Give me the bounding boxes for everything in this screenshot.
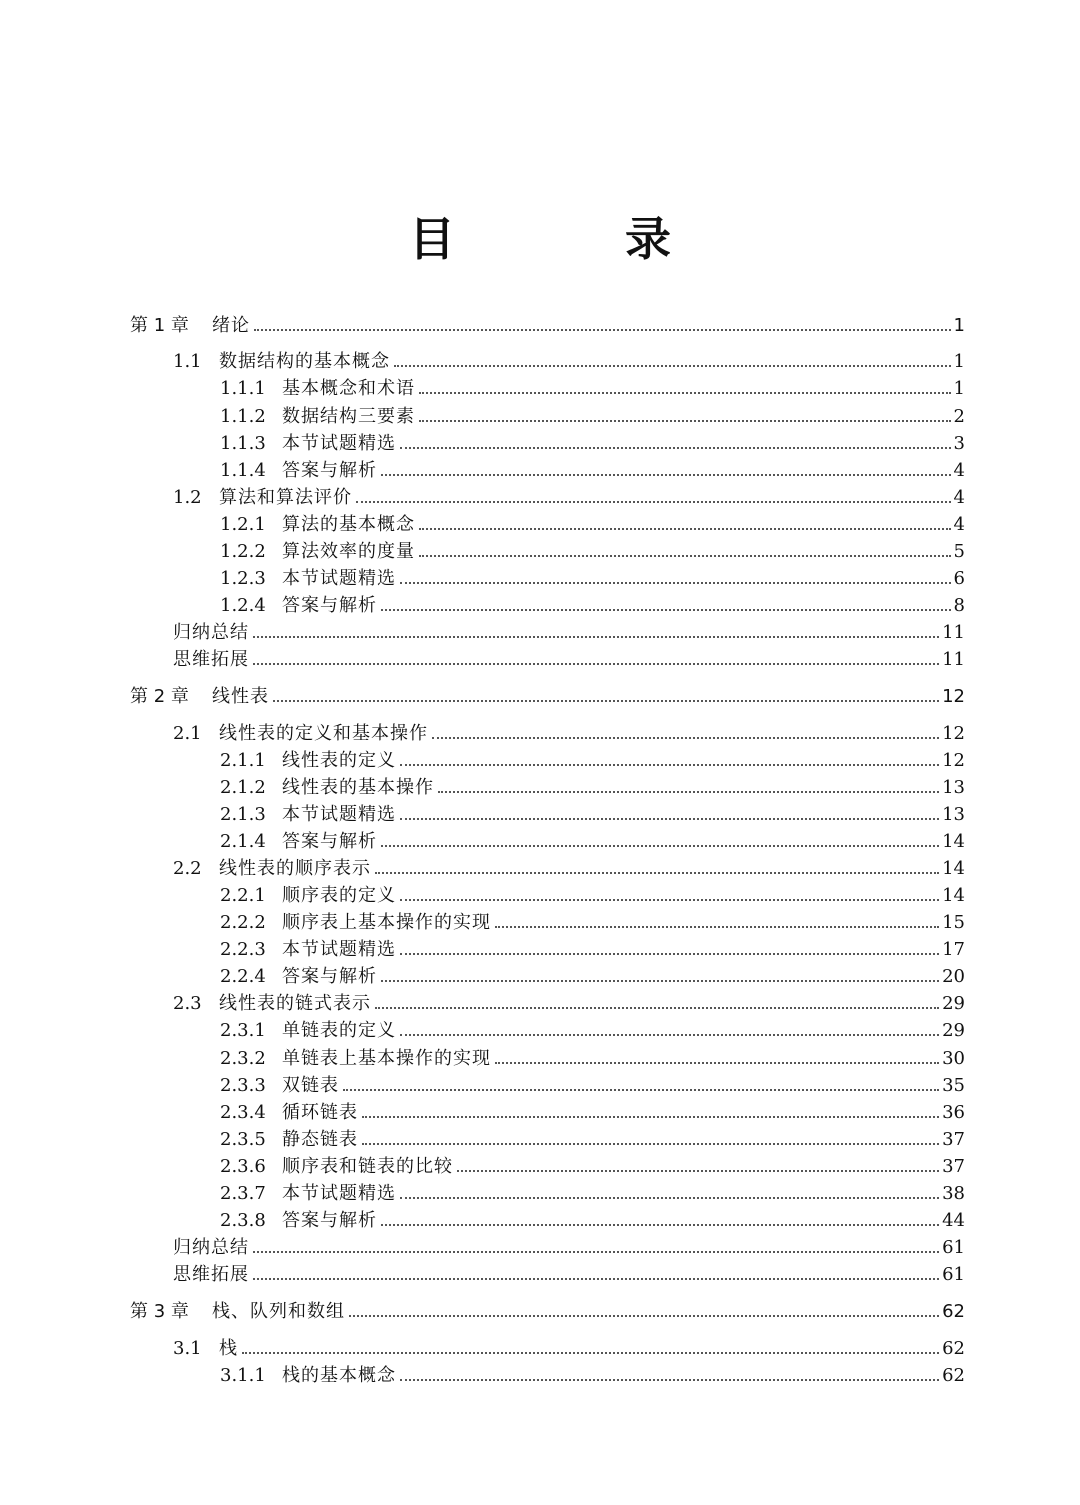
toc-entry-subsection[interactable] xyxy=(220,828,965,855)
toc-entry-title: 绪论 xyxy=(212,315,250,336)
dot-leader xyxy=(400,1034,939,1036)
toc-entry-page-number: 14 xyxy=(942,858,965,879)
toc-entry-title: 线性表的定义 xyxy=(282,750,396,771)
dot-leader xyxy=(495,1062,939,1064)
toc-entry-page-number: 44 xyxy=(942,1210,965,1231)
toc-entry-page-number: 8 xyxy=(953,595,965,616)
toc-entry-number: 1.1.1 xyxy=(220,378,266,399)
toc-entry-title: 循环链表 xyxy=(282,1102,358,1123)
dot-leader xyxy=(419,528,951,530)
toc-entry-title: 答案与解析 xyxy=(282,831,377,852)
dot-leader xyxy=(381,1224,939,1226)
toc-entry-subsection[interactable] xyxy=(220,430,965,457)
dot-leader xyxy=(254,329,951,331)
toc-entry-title: 思维拓展 xyxy=(173,1264,249,1285)
toc-entry-page-number: 1 xyxy=(953,378,965,399)
dot-leader xyxy=(419,392,951,394)
toc-entry-number: 2.2.4 xyxy=(220,966,266,987)
toc-entry-page-number: 12 xyxy=(942,723,965,744)
toc-entry-page-number: 62 xyxy=(942,1365,965,1386)
toc-entry-title: 本节试题精选 xyxy=(282,1183,396,1204)
toc-entry-page-number: 36 xyxy=(942,1102,965,1123)
toc-entry-subsection[interactable] xyxy=(220,801,965,828)
toc-entry-subsection[interactable] xyxy=(220,457,965,484)
toc-entry-title: 单链表上基本操作的实现 xyxy=(282,1048,491,1069)
toc-entry-subsection[interactable] xyxy=(220,1153,965,1180)
toc-entry-subsection[interactable] xyxy=(220,936,965,963)
toc-entry-subsection[interactable] xyxy=(220,565,965,592)
toc-entry-subsection[interactable] xyxy=(220,375,965,402)
dot-leader xyxy=(253,1278,939,1280)
dot-leader xyxy=(242,1352,939,1354)
dot-leader xyxy=(253,636,939,638)
toc-entry-page-number: 1 xyxy=(953,315,965,336)
toc-entry-subsection[interactable] xyxy=(220,774,965,801)
dot-leader xyxy=(400,764,939,766)
toc-entry-page-number: 11 xyxy=(942,649,965,670)
dot-leader xyxy=(400,582,951,584)
toc-entry-subsection[interactable] xyxy=(220,909,965,936)
toc-entry-title: 答案与解析 xyxy=(282,595,377,616)
toc-entry-number: 2.1.4 xyxy=(220,831,266,852)
toc-entry-number: 2.2.1 xyxy=(220,885,266,906)
toc-entry-page-number: 12 xyxy=(942,686,965,707)
toc-entry-page-number: 4 xyxy=(953,460,965,481)
toc-entry-number: 1.2.3 xyxy=(220,568,266,589)
toc-entry-number: 第 2 章 xyxy=(130,686,189,707)
dot-leader xyxy=(495,926,939,928)
toc-entry-title: 本节试题精选 xyxy=(282,568,396,589)
dot-leader xyxy=(400,1379,939,1381)
toc-entry-title: 基本概念和术语 xyxy=(282,378,415,399)
toc-entry-subsection[interactable] xyxy=(220,538,965,565)
toc-entry-number: 2.3.2 xyxy=(220,1048,266,1069)
toc-entry-title: 栈 xyxy=(219,1338,238,1359)
toc-entry-number: 1.2 xyxy=(173,487,202,508)
toc-entry-section[interactable] xyxy=(173,1335,965,1362)
toc-entry-number: 2.1.2 xyxy=(220,777,266,798)
toc-entry-title: 双链表 xyxy=(282,1075,339,1096)
toc-entry-page-number: 62 xyxy=(942,1301,965,1322)
toc-entry-subsection[interactable] xyxy=(220,963,965,990)
toc-entry-page-number: 29 xyxy=(942,1020,965,1041)
dot-leader xyxy=(375,1007,939,1009)
toc-entry-subsection[interactable] xyxy=(220,592,965,619)
toc-entry-title: 栈、队列和数组 xyxy=(212,1301,345,1322)
toc-entry-section[interactable] xyxy=(173,990,965,1017)
toc-entry-page-number: 30 xyxy=(942,1048,965,1069)
toc-entry-page-number: 12 xyxy=(942,750,965,771)
toc-entry-number: 1.2.1 xyxy=(220,514,266,535)
toc-entry-number: 2.3.4 xyxy=(220,1102,266,1123)
toc-entry-page-number: 37 xyxy=(942,1156,965,1177)
toc-entry-page-number: 5 xyxy=(953,541,965,562)
toc-entry-number: 2.1.1 xyxy=(220,750,266,771)
toc-entry-title: 线性表的链式表示 xyxy=(219,993,371,1014)
toc-entry-page-number: 14 xyxy=(942,831,965,852)
dot-leader xyxy=(457,1170,939,1172)
toc-entry-page-number: 29 xyxy=(942,993,965,1014)
toc-entry-subsection[interactable] xyxy=(220,1362,965,1389)
toc-entry-subsection[interactable] xyxy=(220,1126,965,1153)
dot-leader xyxy=(381,474,951,476)
toc-entry-number: 2.1.3 xyxy=(220,804,266,825)
dot-leader xyxy=(362,1116,939,1118)
toc-entry-page-number: 1 xyxy=(953,351,965,372)
toc-entry-number: 第 1 章 xyxy=(130,315,189,336)
toc-entry-number: 2.3.6 xyxy=(220,1156,266,1177)
toc-entry-title: 本节试题精选 xyxy=(282,433,396,454)
toc-entry-number: 2.2.3 xyxy=(220,939,266,960)
toc-entry-title: 栈的基本概念 xyxy=(282,1365,396,1386)
toc-entry-title: 线性表的顺序表示 xyxy=(219,858,371,879)
toc-entry-page-number: 20 xyxy=(942,966,965,987)
dot-leader xyxy=(343,1089,939,1091)
toc-entry-title: 本节试题精选 xyxy=(282,939,396,960)
toc-entry-page-number: 61 xyxy=(942,1264,965,1285)
dot-leader xyxy=(400,953,939,955)
toc-entry-number: 2.2 xyxy=(173,858,202,879)
toc-entry-chapter[interactable] xyxy=(130,1298,965,1325)
toc-entry-title: 答案与解析 xyxy=(282,460,377,481)
toc-entry-page-number: 11 xyxy=(942,622,965,643)
toc-entry-page-number: 35 xyxy=(942,1075,965,1096)
toc-entry-title: 静态链表 xyxy=(282,1129,358,1150)
toc-entry-page-number: 4 xyxy=(953,514,965,535)
toc-entry-page-number: 62 xyxy=(942,1338,965,1359)
toc-entry-page-number: 15 xyxy=(942,912,965,933)
toc-entry-title: 归纳总结 xyxy=(173,1237,249,1258)
toc-entry-section[interactable] xyxy=(173,484,965,511)
toc-entry-title: 顺序表和链表的比较 xyxy=(282,1156,453,1177)
dot-leader xyxy=(438,791,939,793)
dot-leader xyxy=(381,845,939,847)
toc-entry-number: 2.3.7 xyxy=(220,1183,266,1204)
toc-entry-title: 算法和算法评价 xyxy=(219,487,352,508)
toc-entry-number: 2.3.5 xyxy=(220,1129,266,1150)
toc-entry-number: 2.3 xyxy=(173,993,202,1014)
toc-entry-number: 2.3.1 xyxy=(220,1020,266,1041)
toc-entry-title: 数据结构三要素 xyxy=(282,406,415,427)
dot-leader xyxy=(375,872,939,874)
toc-entry-page-number: 61 xyxy=(942,1237,965,1258)
toc-entry-title: 线性表的基本操作 xyxy=(282,777,434,798)
toc-entry-subsection[interactable] xyxy=(220,1207,965,1234)
toc-entry-subsection[interactable] xyxy=(220,1017,965,1044)
toc-entry-number: 2.3.8 xyxy=(220,1210,266,1231)
toc-entry-title: 单链表的定义 xyxy=(282,1020,396,1041)
toc-entry-number: 3.1 xyxy=(173,1338,202,1359)
toc-entry-title: 线性表 xyxy=(212,686,269,707)
toc-entry-title: 线性表的定义和基本操作 xyxy=(219,723,428,744)
dot-leader xyxy=(400,447,951,449)
toc-entry-page-number: 4 xyxy=(953,487,965,508)
dot-leader xyxy=(362,1143,939,1145)
toc-entry-title: 归纳总结 xyxy=(173,622,249,643)
toc-entry-subsection[interactable] xyxy=(220,1072,965,1099)
toc-entry-title: 顺序表上基本操作的实现 xyxy=(282,912,491,933)
toc-entry-plain[interactable] xyxy=(173,619,965,646)
toc-entry-title: 本节试题精选 xyxy=(282,804,396,825)
toc-entry-title: 答案与解析 xyxy=(282,1210,377,1231)
toc-entry-number: 1.2.2 xyxy=(220,541,266,562)
toc-entry-title: 算法的基本概念 xyxy=(282,514,415,535)
toc-entry-section[interactable] xyxy=(173,720,965,747)
toc-entry-plain[interactable] xyxy=(173,1234,965,1261)
toc-entry-page-number: 3 xyxy=(953,433,965,454)
toc-entry-subsection[interactable] xyxy=(220,511,965,538)
toc-entry-chapter[interactable] xyxy=(130,683,965,710)
toc-entry-page-number: 2 xyxy=(953,406,965,427)
toc-entry-subsection[interactable] xyxy=(220,1045,965,1072)
toc-entry-title: 顺序表的定义 xyxy=(282,885,396,906)
toc-entry-subsection[interactable] xyxy=(220,1099,965,1126)
toc-entry-number: 2.1 xyxy=(173,723,202,744)
toc-entry-page-number: 37 xyxy=(942,1129,965,1150)
dot-leader xyxy=(432,737,939,739)
dot-leader xyxy=(419,555,951,557)
toc-entry-plain[interactable] xyxy=(173,646,965,673)
toc-entry-section[interactable] xyxy=(173,348,965,375)
toc-entry-number: 2.2.2 xyxy=(220,912,266,933)
toc-entry-number: 1.1.2 xyxy=(220,406,266,427)
toc-entry-plain[interactable] xyxy=(173,1261,965,1288)
toc-entry-chapter[interactable] xyxy=(130,312,965,339)
dot-leader xyxy=(400,818,939,820)
toc-entry-number: 1.2.4 xyxy=(220,595,266,616)
toc-entry-title: 思维拓展 xyxy=(173,649,249,670)
toc-entry-number: 3.1.1 xyxy=(220,1365,266,1386)
toc-entry-number: 1.1.4 xyxy=(220,460,266,481)
toc-entry-page-number: 38 xyxy=(942,1183,965,1204)
toc-entry-title: 算法效率的度量 xyxy=(282,541,415,562)
toc-entry-page-number: 13 xyxy=(942,777,965,798)
dot-leader xyxy=(381,609,951,611)
dot-leader xyxy=(400,899,939,901)
dot-leader xyxy=(253,1251,939,1253)
dot-leader xyxy=(394,365,951,367)
dot-leader xyxy=(356,501,951,503)
page-title: 目 录 xyxy=(409,212,733,266)
dot-leader xyxy=(349,1315,939,1317)
dot-leader xyxy=(273,700,939,702)
dot-leader xyxy=(419,420,951,422)
dot-leader xyxy=(400,1197,939,1199)
dot-leader xyxy=(381,980,939,982)
toc-entry-number: 2.3.3 xyxy=(220,1075,266,1096)
toc-entry-title: 答案与解析 xyxy=(282,966,377,987)
toc-entry-number: 1.1.3 xyxy=(220,433,266,454)
toc-entry-page-number: 14 xyxy=(942,885,965,906)
toc-entry-subsection[interactable] xyxy=(220,403,965,430)
toc-entry-page-number: 13 xyxy=(942,804,965,825)
toc-entry-page-number: 6 xyxy=(953,568,965,589)
toc-entry-title: 数据结构的基本概念 xyxy=(219,351,390,372)
dot-leader xyxy=(253,663,939,665)
toc-entry-number: 第 3 章 xyxy=(130,1301,189,1322)
toc-entry-number: 1.1 xyxy=(173,351,202,372)
toc-entry-subsection[interactable] xyxy=(220,882,965,909)
toc-entry-page-number: 17 xyxy=(942,939,965,960)
toc-entry-subsection[interactable] xyxy=(220,747,965,774)
toc-entry-section[interactable] xyxy=(173,855,965,882)
toc-entry-subsection[interactable] xyxy=(220,1180,965,1207)
